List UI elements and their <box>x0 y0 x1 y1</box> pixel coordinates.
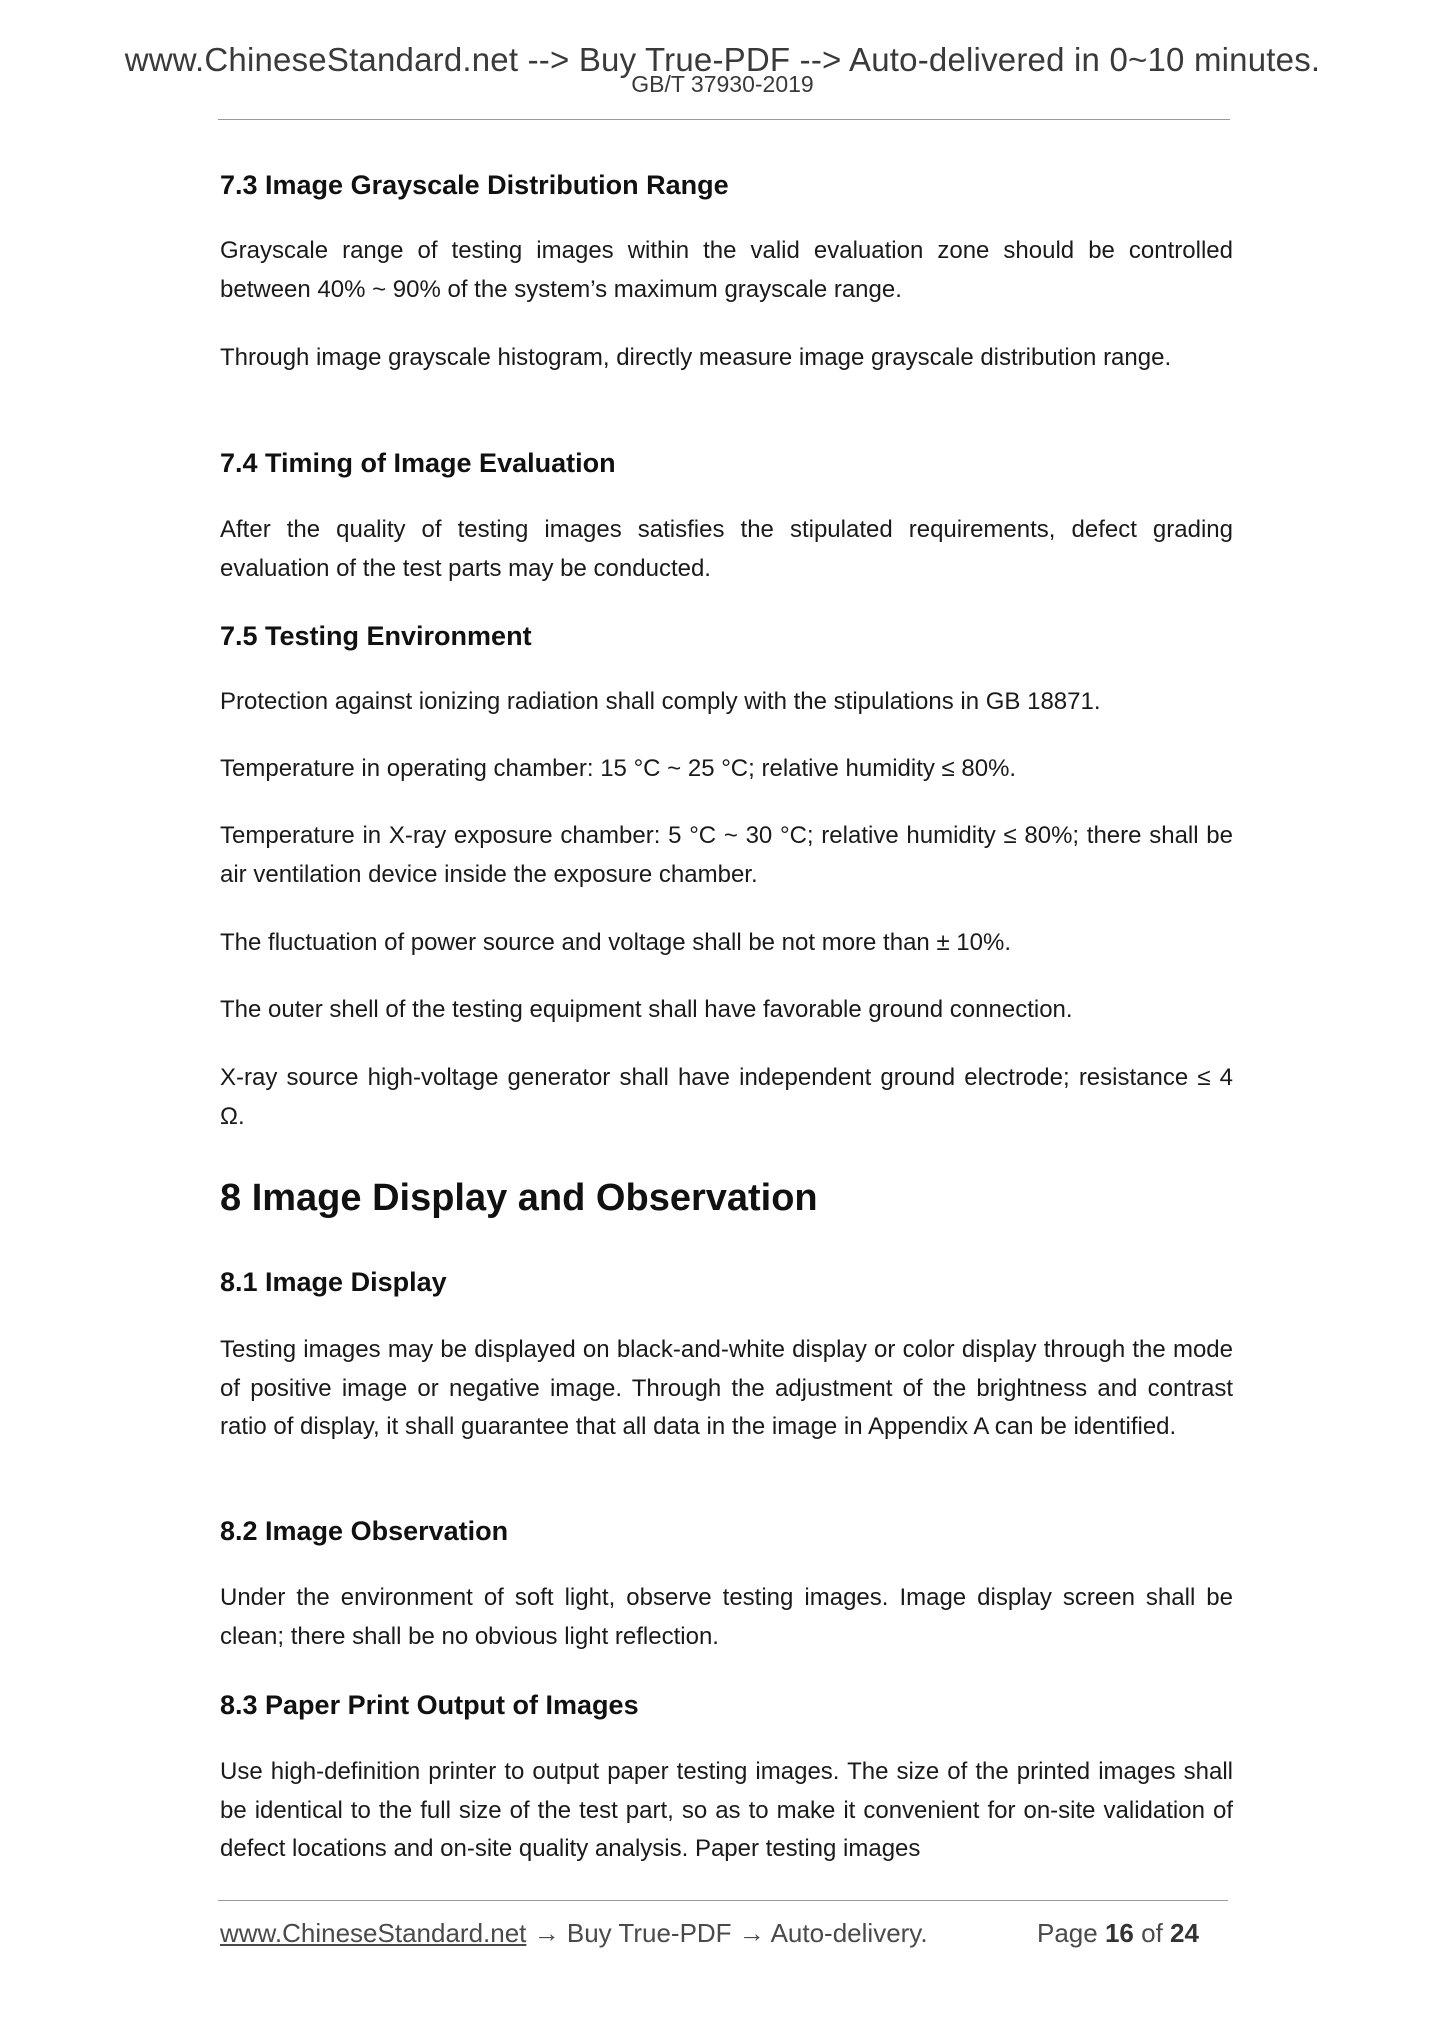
paragraph-7-5-5: The outer shell of the testing equipment shall have favorable ground connection. <box>220 996 1073 1023</box>
header-divider <box>218 119 1230 120</box>
paragraph-7-3-1: Grayscale range of testing images within the valid evaluation zone should be controlled between 40% ~ 90% of the system’s maximum grayscale range. <box>220 237 1233 303</box>
footer-promo <box>220 1917 928 1949</box>
paragraph-8-2-1: Under the environment of soft light, observe testing images. Image display screen shall be clean; there shall be no obvious light reflection. <box>220 1584 1233 1650</box>
heading-7-5: 7.5 Testing Environment <box>220 621 532 651</box>
paragraph-8-3-1: Use high-definition printer to output paper testing images. The size of the printed images shall be identical to the full size of the test part, so as to make it convenient for on-site validation of defect locations and on-site quality analysis. Paper testing images <box>220 1758 1233 1862</box>
paragraph-7-5-6: X-ray source high-voltage generator shall have independent ground electrode; resistance ≤ 4 Ω. <box>220 1064 1233 1130</box>
page-of: of <box>1141 1918 1163 1948</box>
heading-8-1: 8.1 Image Display <box>220 1267 447 1297</box>
footer-divider <box>218 1900 1228 1901</box>
paragraph-7-4-1: After the quality of testing images satisfies the stipulated requirements, defect grading evaluation of the test parts may be conducted. <box>220 516 1233 582</box>
site-banner: www.ChineseStandard.net --> Buy True-PDF --> Auto-delivered in 0~10 minutes. <box>124 41 1321 78</box>
heading-7-3: 7.3 Image Grayscale Distribution Range <box>220 170 729 200</box>
paragraph-7-5-2: Temperature in operating chamber: 15 °C ~ 25 °C; relative humidity ≤ 80%. <box>220 755 1017 782</box>
paragraph-7-5-3: Temperature in X-ray exposure chamber: 5 °C ~ 30 °C; relative humidity ≤ 80%; there shall be air ventilation device inside the exposure chamber. <box>220 822 1233 888</box>
paragraph-7-3-2: Through image grayscale histogram, directly measure image grayscale distribution range. <box>220 344 1172 371</box>
page-number <box>1037 1917 1199 1949</box>
paragraph-8-1-1: Testing images may be displayed on black-and-white display or color display through the mode of positive image or negative image. Through the adjustment of the brightness and contrast ratio of display, it shall guarantee that all data in the image in Appendix A can be identified. <box>220 1336 1233 1440</box>
heading-8-3: 8.3 Paper Print Output of Images <box>220 1690 639 1720</box>
page-current: 16 <box>1104 1918 1134 1948</box>
heading-8-2: 8.2 Image Observation <box>220 1516 509 1546</box>
paragraph-7-5-4: The fluctuation of power source and voltage shall be not more than ± 10%. <box>220 929 1011 956</box>
footer-promo-text: → Buy True-PDF → Auto-delivery. <box>526 1918 928 1948</box>
paragraph-7-5-1: Protection against ionizing radiation shall comply with the stipulations in GB 18871. <box>220 688 1101 715</box>
heading-7-4: 7.4 Timing of Image Evaluation <box>220 448 616 478</box>
page-label: Page <box>1037 1918 1098 1948</box>
document-id: GB/T 37930-2019 <box>631 71 814 97</box>
page-total: 24 <box>1170 1918 1199 1948</box>
heading-8: 8 Image Display and Observation <box>220 1177 818 1219</box>
footer-site-link[interactable]: www.ChineseStandard.net <box>220 1918 527 1948</box>
